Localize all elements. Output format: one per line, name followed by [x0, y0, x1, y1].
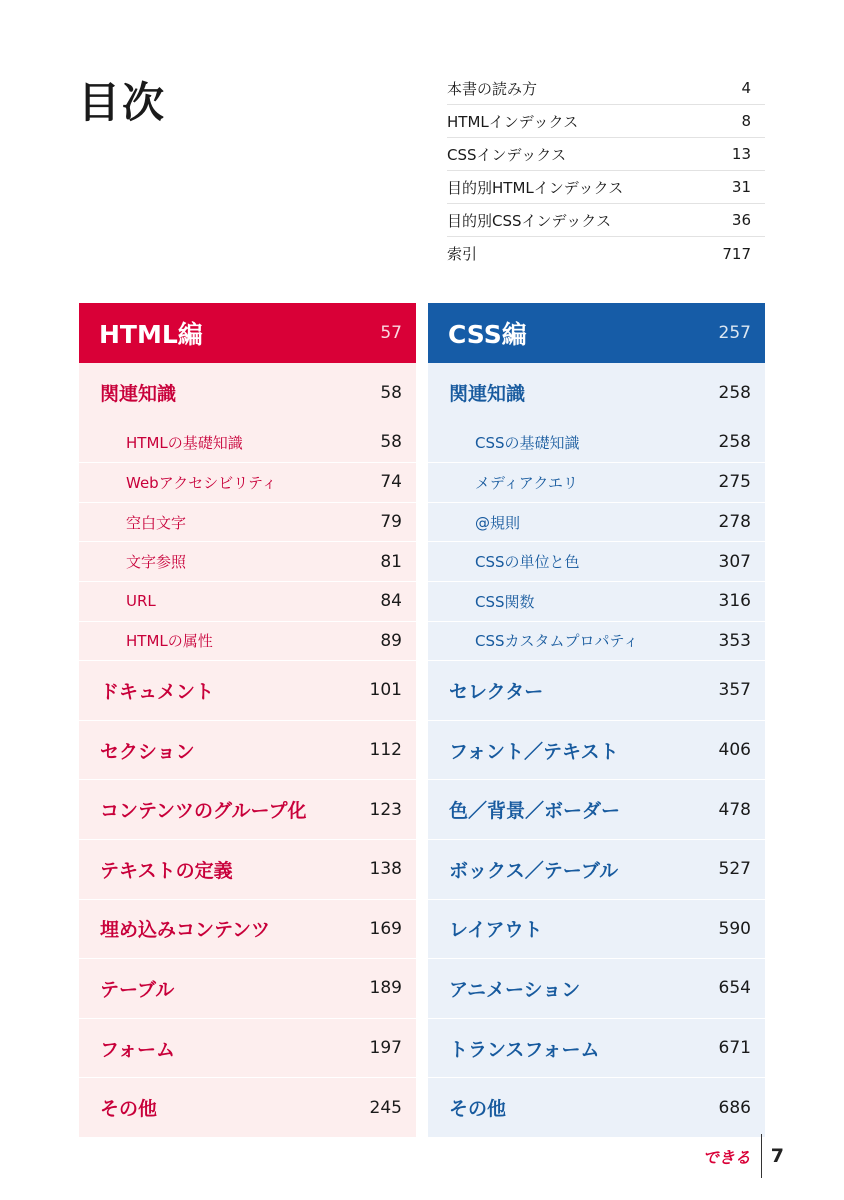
chapter-page: 686	[718, 1097, 751, 1118]
css-section-title: CSS編	[448, 320, 527, 349]
toc-subsection-item[interactable]	[428, 462, 765, 502]
chapter-page: 590	[718, 918, 751, 939]
subsection-label: Webアクセシビリティ	[126, 473, 277, 492]
toc-page: 13	[731, 145, 751, 163]
toc-chapter-item[interactable]	[428, 899, 765, 959]
subsection-page: 278	[718, 512, 751, 533]
subsection-label: CSSの単位と色	[475, 553, 580, 572]
page-footer	[703, 1134, 784, 1178]
toc-chapter-item[interactable]	[428, 958, 765, 1018]
subsection-label: CSSカスタムプロパティ	[475, 632, 639, 651]
subsection-label: URL	[126, 592, 156, 611]
subsection-page: 81	[380, 551, 402, 572]
chapter-page: 245	[369, 1097, 402, 1118]
toc-chapter-item[interactable]	[79, 779, 416, 839]
html-toc-list	[79, 363, 416, 1137]
toc-subsection-item[interactable]	[79, 581, 416, 621]
toc-label: 本書の読み方	[447, 79, 538, 98]
chapter-page: 478	[718, 799, 751, 820]
css-section-column	[428, 303, 765, 1137]
chapter-page: 671	[718, 1038, 751, 1059]
chapter-label: アニメーション	[449, 978, 581, 1001]
chapter-label: テーブル	[100, 978, 175, 1001]
toc-chapter-item[interactable]	[79, 958, 416, 1018]
toc-chapter-item[interactable]	[428, 1018, 765, 1078]
page-number: 7	[770, 1145, 784, 1167]
subsection-page: 275	[718, 472, 751, 493]
chapter-label: レイアウト	[449, 919, 543, 942]
toc-subsection-item[interactable]	[428, 581, 765, 621]
subsection-page: 258	[718, 432, 751, 453]
chapter-label: フォーム	[100, 1038, 176, 1061]
toc-subsection-item[interactable]	[79, 423, 416, 463]
chapter-page: 357	[718, 680, 751, 701]
toc-label: 索引	[447, 245, 478, 263]
subsection-label: CSSの基礎知識	[475, 433, 580, 452]
toc-chapter-item[interactable]	[428, 363, 765, 423]
subsection-page: 79	[380, 512, 402, 533]
subsection-label: メディアクエリ	[475, 473, 579, 492]
footer-divider	[761, 1134, 762, 1178]
subsection-label: HTMLの属性	[126, 632, 213, 651]
html-section-page: 57	[380, 323, 402, 343]
toc-label: 目的別CSSインデックス	[447, 211, 612, 230]
chapter-label: ドキュメント	[100, 680, 215, 703]
toc-chapter-item[interactable]	[79, 363, 416, 423]
chapter-label: 色／背景／ボーダー	[449, 800, 621, 823]
chapter-label: フォント／テキスト	[449, 740, 619, 763]
subsection-label: CSS関数	[475, 592, 535, 611]
toc-chapter-item[interactable]	[79, 1077, 416, 1137]
page-title: 目次	[78, 78, 167, 127]
chapter-label: その他	[100, 1098, 158, 1121]
toc-chapter-item[interactable]	[79, 839, 416, 899]
subsection-page: 74	[380, 472, 402, 493]
chapter-label: 関連知識	[100, 383, 177, 406]
subsection-page: 353	[718, 630, 751, 651]
chapter-page: 58	[380, 382, 402, 403]
chapter-page: 527	[718, 859, 751, 880]
toc-chapter-item[interactable]	[428, 660, 765, 720]
subsection-label: 空白文字	[126, 513, 187, 532]
html-section-title: HTML編	[99, 320, 203, 349]
toc-page: 8	[741, 112, 751, 130]
chapter-page: 197	[369, 1038, 402, 1059]
toc-chapter-item[interactable]	[79, 720, 416, 780]
chapter-page: 138	[369, 859, 402, 880]
toc-subsection-item[interactable]	[79, 621, 416, 661]
chapter-page: 112	[369, 740, 402, 761]
chapter-page: 189	[369, 978, 402, 999]
toc-subsection-item[interactable]	[428, 502, 765, 542]
front-toc-item[interactable]	[447, 171, 765, 204]
toc-page: 4	[741, 79, 751, 97]
front-toc-item[interactable]	[447, 105, 765, 138]
front-toc-item[interactable]	[447, 204, 765, 237]
toc-label: CSSインデックス	[447, 145, 567, 164]
chapter-label: 埋め込みコンテンツ	[100, 919, 271, 942]
toc-chapter-item[interactable]	[428, 720, 765, 780]
toc-subsection-item[interactable]	[79, 541, 416, 581]
chapter-label: トランスフォーム	[449, 1038, 600, 1061]
chapter-label: セレクター	[449, 680, 544, 703]
toc-subsection-item[interactable]	[79, 502, 416, 542]
subsection-page: 316	[718, 591, 751, 612]
toc-chapter-item[interactable]	[79, 660, 416, 720]
toc-label: 目的別HTMLインデックス	[447, 178, 624, 197]
toc-page: 31	[731, 178, 751, 196]
toc-subsection-item[interactable]	[79, 462, 416, 502]
subsection-label: HTMLの基礎知識	[126, 433, 243, 452]
css-toc-list	[428, 363, 765, 1137]
chapter-page: 654	[718, 978, 751, 999]
chapter-page: 258	[718, 382, 751, 403]
toc-label: HTMLインデックス	[447, 112, 579, 131]
chapter-label: その他	[449, 1098, 507, 1121]
subsection-page: 58	[380, 432, 402, 453]
front-toc-item[interactable]	[447, 72, 765, 105]
toc-chapter-item[interactable]	[428, 1077, 765, 1137]
toc-subsection-item[interactable]	[428, 423, 765, 463]
html-section-header[interactable]	[79, 303, 416, 363]
subsection-page: 84	[380, 591, 402, 612]
toc-chapter-item[interactable]	[428, 779, 765, 839]
toc-chapter-item[interactable]	[79, 1018, 416, 1078]
toc-chapter-item[interactable]	[79, 899, 416, 959]
chapter-page: 169	[369, 918, 402, 939]
chapter-label: ボックス／テーブル	[449, 859, 619, 882]
chapter-label: テキストの定義	[100, 859, 233, 882]
css-section-header[interactable]	[428, 303, 765, 363]
toc-chapter-item[interactable]	[428, 839, 765, 899]
publisher-logo: できる	[702, 1147, 751, 1167]
subsection-label: 文字参照	[126, 553, 187, 572]
chapter-label: 関連知識	[449, 383, 526, 406]
chapter-page: 101	[369, 680, 402, 701]
front-toc-item[interactable]	[447, 138, 765, 171]
chapter-label: セクション	[100, 740, 195, 763]
front-toc-item[interactable]	[447, 237, 765, 270]
subsection-page: 89	[380, 630, 402, 651]
toc-subsection-item[interactable]	[428, 541, 765, 581]
chapter-page: 123	[369, 799, 402, 820]
css-section-page: 257	[718, 323, 751, 343]
chapter-label: コンテンツのグループ化	[100, 800, 307, 823]
toc-page: 36	[731, 211, 751, 229]
subsection-page: 307	[718, 551, 751, 572]
toc-subsection-item[interactable]	[428, 621, 765, 661]
html-section-column	[79, 303, 416, 1137]
chapter-page: 406	[718, 740, 751, 761]
toc-page: 717	[722, 244, 751, 263]
subsection-label: @規則	[475, 513, 521, 532]
front-toc-list	[447, 72, 765, 270]
